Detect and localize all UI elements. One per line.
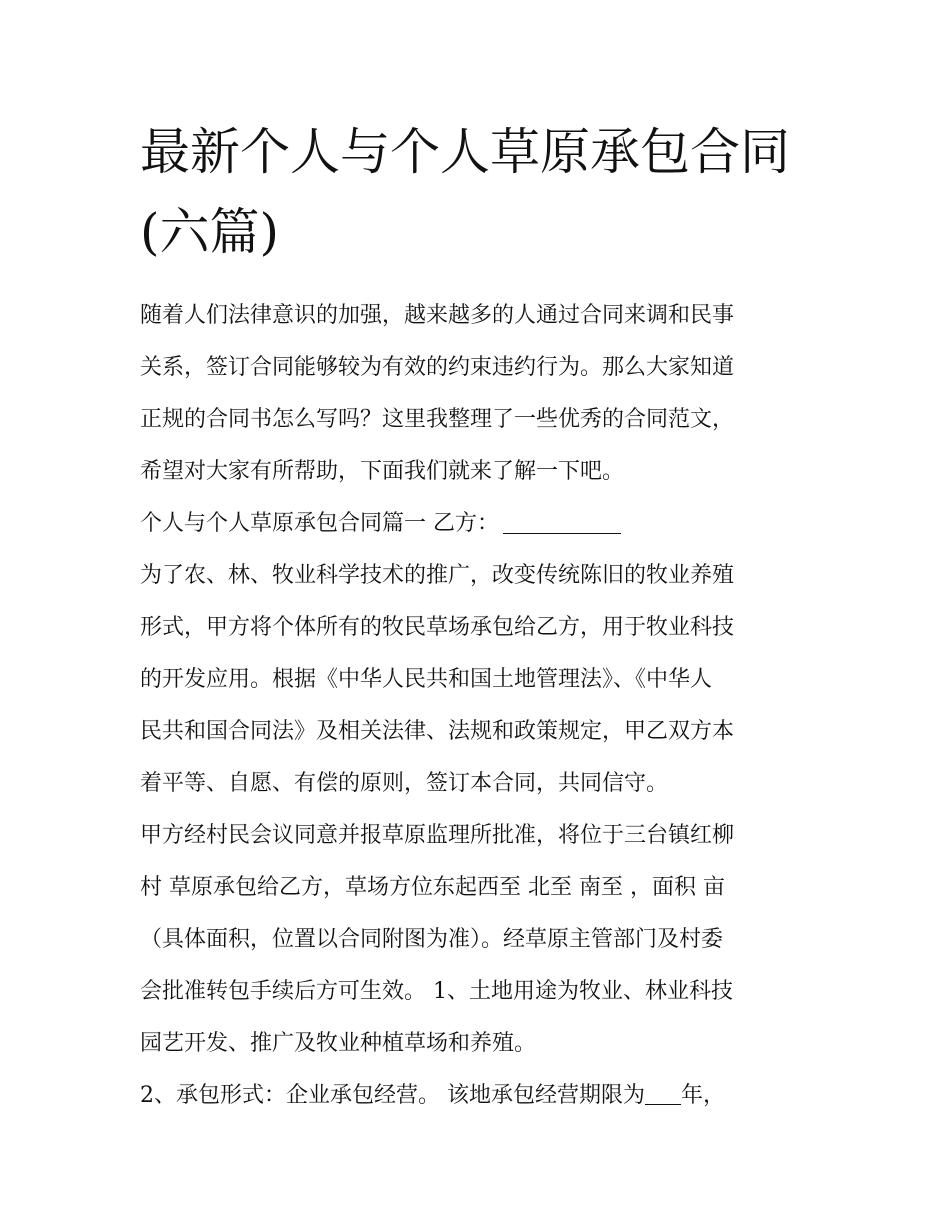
party-b-blank (503, 511, 621, 534)
paragraph-line: 为了农、林、牧业科学技术的推广，改变传统陈旧的牧业养殖 (140, 563, 735, 588)
intro-line: 希望对大家有所帮助，下面我们就来了解一下吧。 (140, 459, 625, 484)
title-line-2: (六篇) (140, 203, 280, 261)
term-years-blank (645, 1084, 681, 1105)
intro-line: 随着人们法律意识的加强，越来越多的人通过合同来调和民事 (140, 303, 735, 328)
section-heading (140, 498, 820, 550)
intro-line: 关系，签订合同能够较为有效的约束违约行为。那么大家知道 (140, 355, 735, 380)
paragraph-3-suffix: 年， (681, 1083, 726, 1108)
paragraph-line: 会批准转包手续后方可生效。 1、土地用途为牧业、林业科技 (140, 979, 733, 1004)
intro-line: 正规的合同书怎么写吗？这里我整理了一些优秀的合同范文， (140, 407, 735, 432)
document-page (140, 112, 820, 1122)
paragraph-line: 甲方经村民会议同意并报草原监理所批准，将位于三台镇红柳 (140, 823, 735, 848)
paragraph-line: 着平等、自愿、有偿的原则，签订本合同，共同信守。 (140, 771, 669, 796)
paragraph-line: 村 草原承包给乙方，草场方位东起西至 北至 南至 ，面积 亩 (140, 875, 725, 900)
paragraph-line: 的开发应用。根据《中华人民共和国土地管理法》、《中华人 (140, 667, 713, 692)
paragraph-line: （具体面积，位置以合同附图为准）。经草原主管部门及村委 (140, 927, 724, 952)
intro-paragraph (140, 290, 820, 498)
paragraph-3 (140, 1070, 820, 1122)
section-heading-text: 个人与个人草原承包合同篇一 乙方： (140, 511, 499, 536)
paragraph-3-prefix: 2、承包形式：企业承包经营。 该地承包经营期限为 (140, 1083, 645, 1108)
title-line-1: 最新个人与个人草原承包合同 (140, 123, 790, 181)
paragraph-1 (140, 550, 820, 810)
paragraph-line: 园艺开发、推广及牧业种植草场和养殖。 (140, 1031, 537, 1056)
paragraph-line: 民共和国合同法》及相关法律、法规和政策规定，甲乙双方本 (140, 719, 735, 744)
paragraph-line: 形式，甲方将个体所有的牧民草场承包给乙方，用于牧业科技 (140, 615, 735, 640)
document-title (140, 112, 820, 272)
paragraph-2 (140, 810, 820, 1070)
paragraph-line (140, 1070, 820, 1122)
